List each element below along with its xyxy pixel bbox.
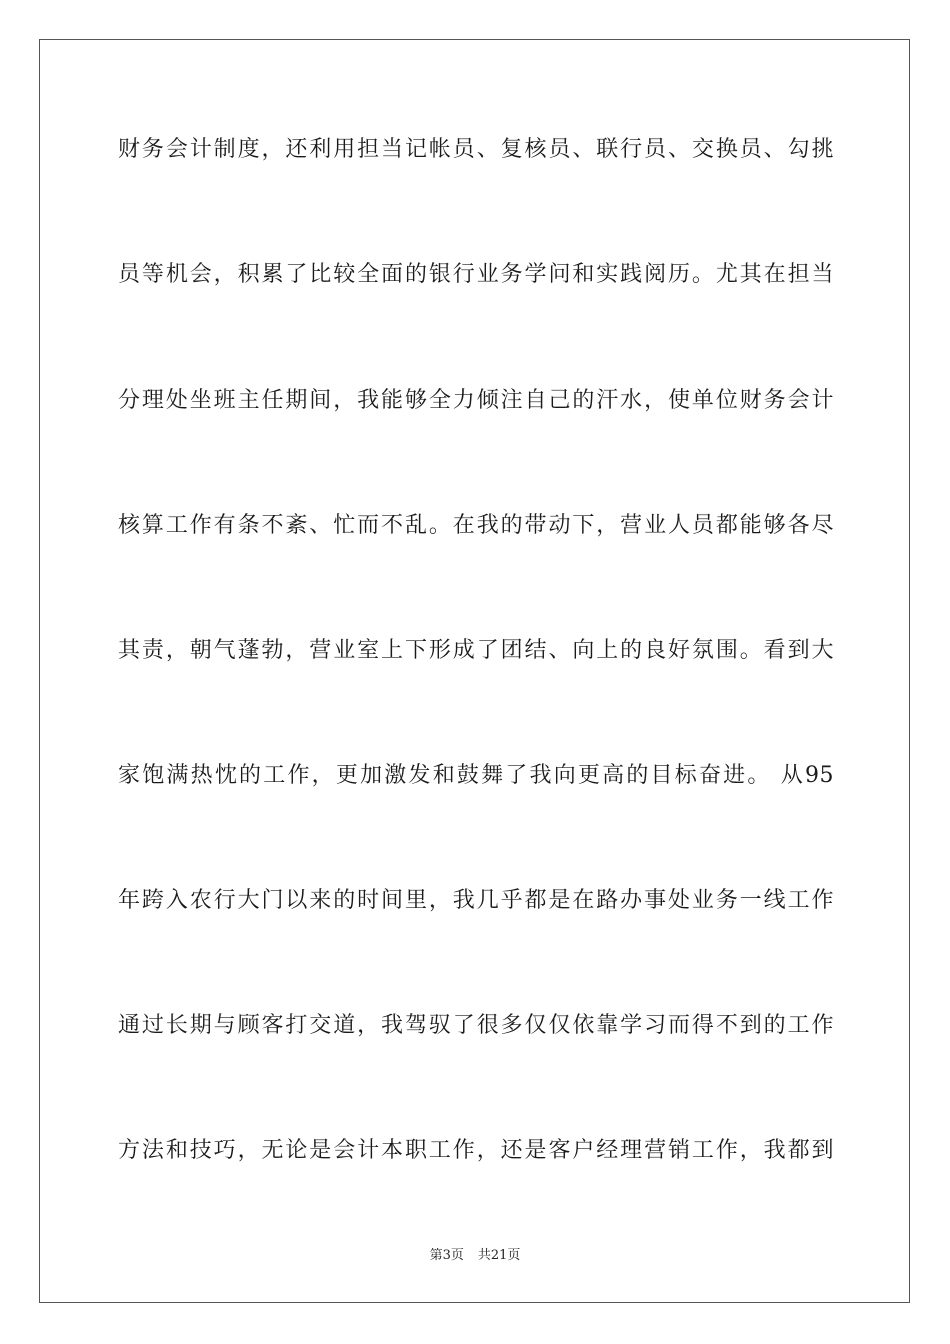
text-line: 年跨入农行大门以来的时间里，我几乎都是在路办事处业务一线工作: [118, 888, 834, 913]
text-line: 其责，朝气蓬勃，营业室上下形成了团结、向上的良好氛围。看到大: [118, 638, 834, 663]
page-footer: [0, 1247, 950, 1265]
text-line: 方法和技巧，无论是会计本职工作，还是客户经理营销工作，我都到: [118, 1138, 834, 1163]
page-total: 共21页: [477, 1248, 521, 1263]
text-line: 员等机会，积累了比较全面的银行业务学问和实践阅历。尤其在担当: [118, 262, 834, 287]
text-line: 财务会计制度，还利用担当记帐员、复核员、联行员、交换员、勾挑: [118, 137, 834, 162]
text-line: 通过长期与顾客打交道，我驾驭了很多仅仅依靠学习而得不到的工作: [118, 1013, 834, 1038]
page-number: 第3页: [429, 1248, 464, 1263]
text-line: 家饱满热忱的工作，更加激发和鼓舞了我向更高的目标奋进。 从95: [118, 763, 834, 788]
page-border: [39, 39, 910, 1303]
text-line: 分理处坐班主任期间，我能够全力倾注自己的汗水，使单位财务会计: [118, 388, 834, 413]
text-line: 核算工作有条不紊、忙而不乱。在我的带动下，营业人员都能够各尽: [118, 513, 834, 538]
